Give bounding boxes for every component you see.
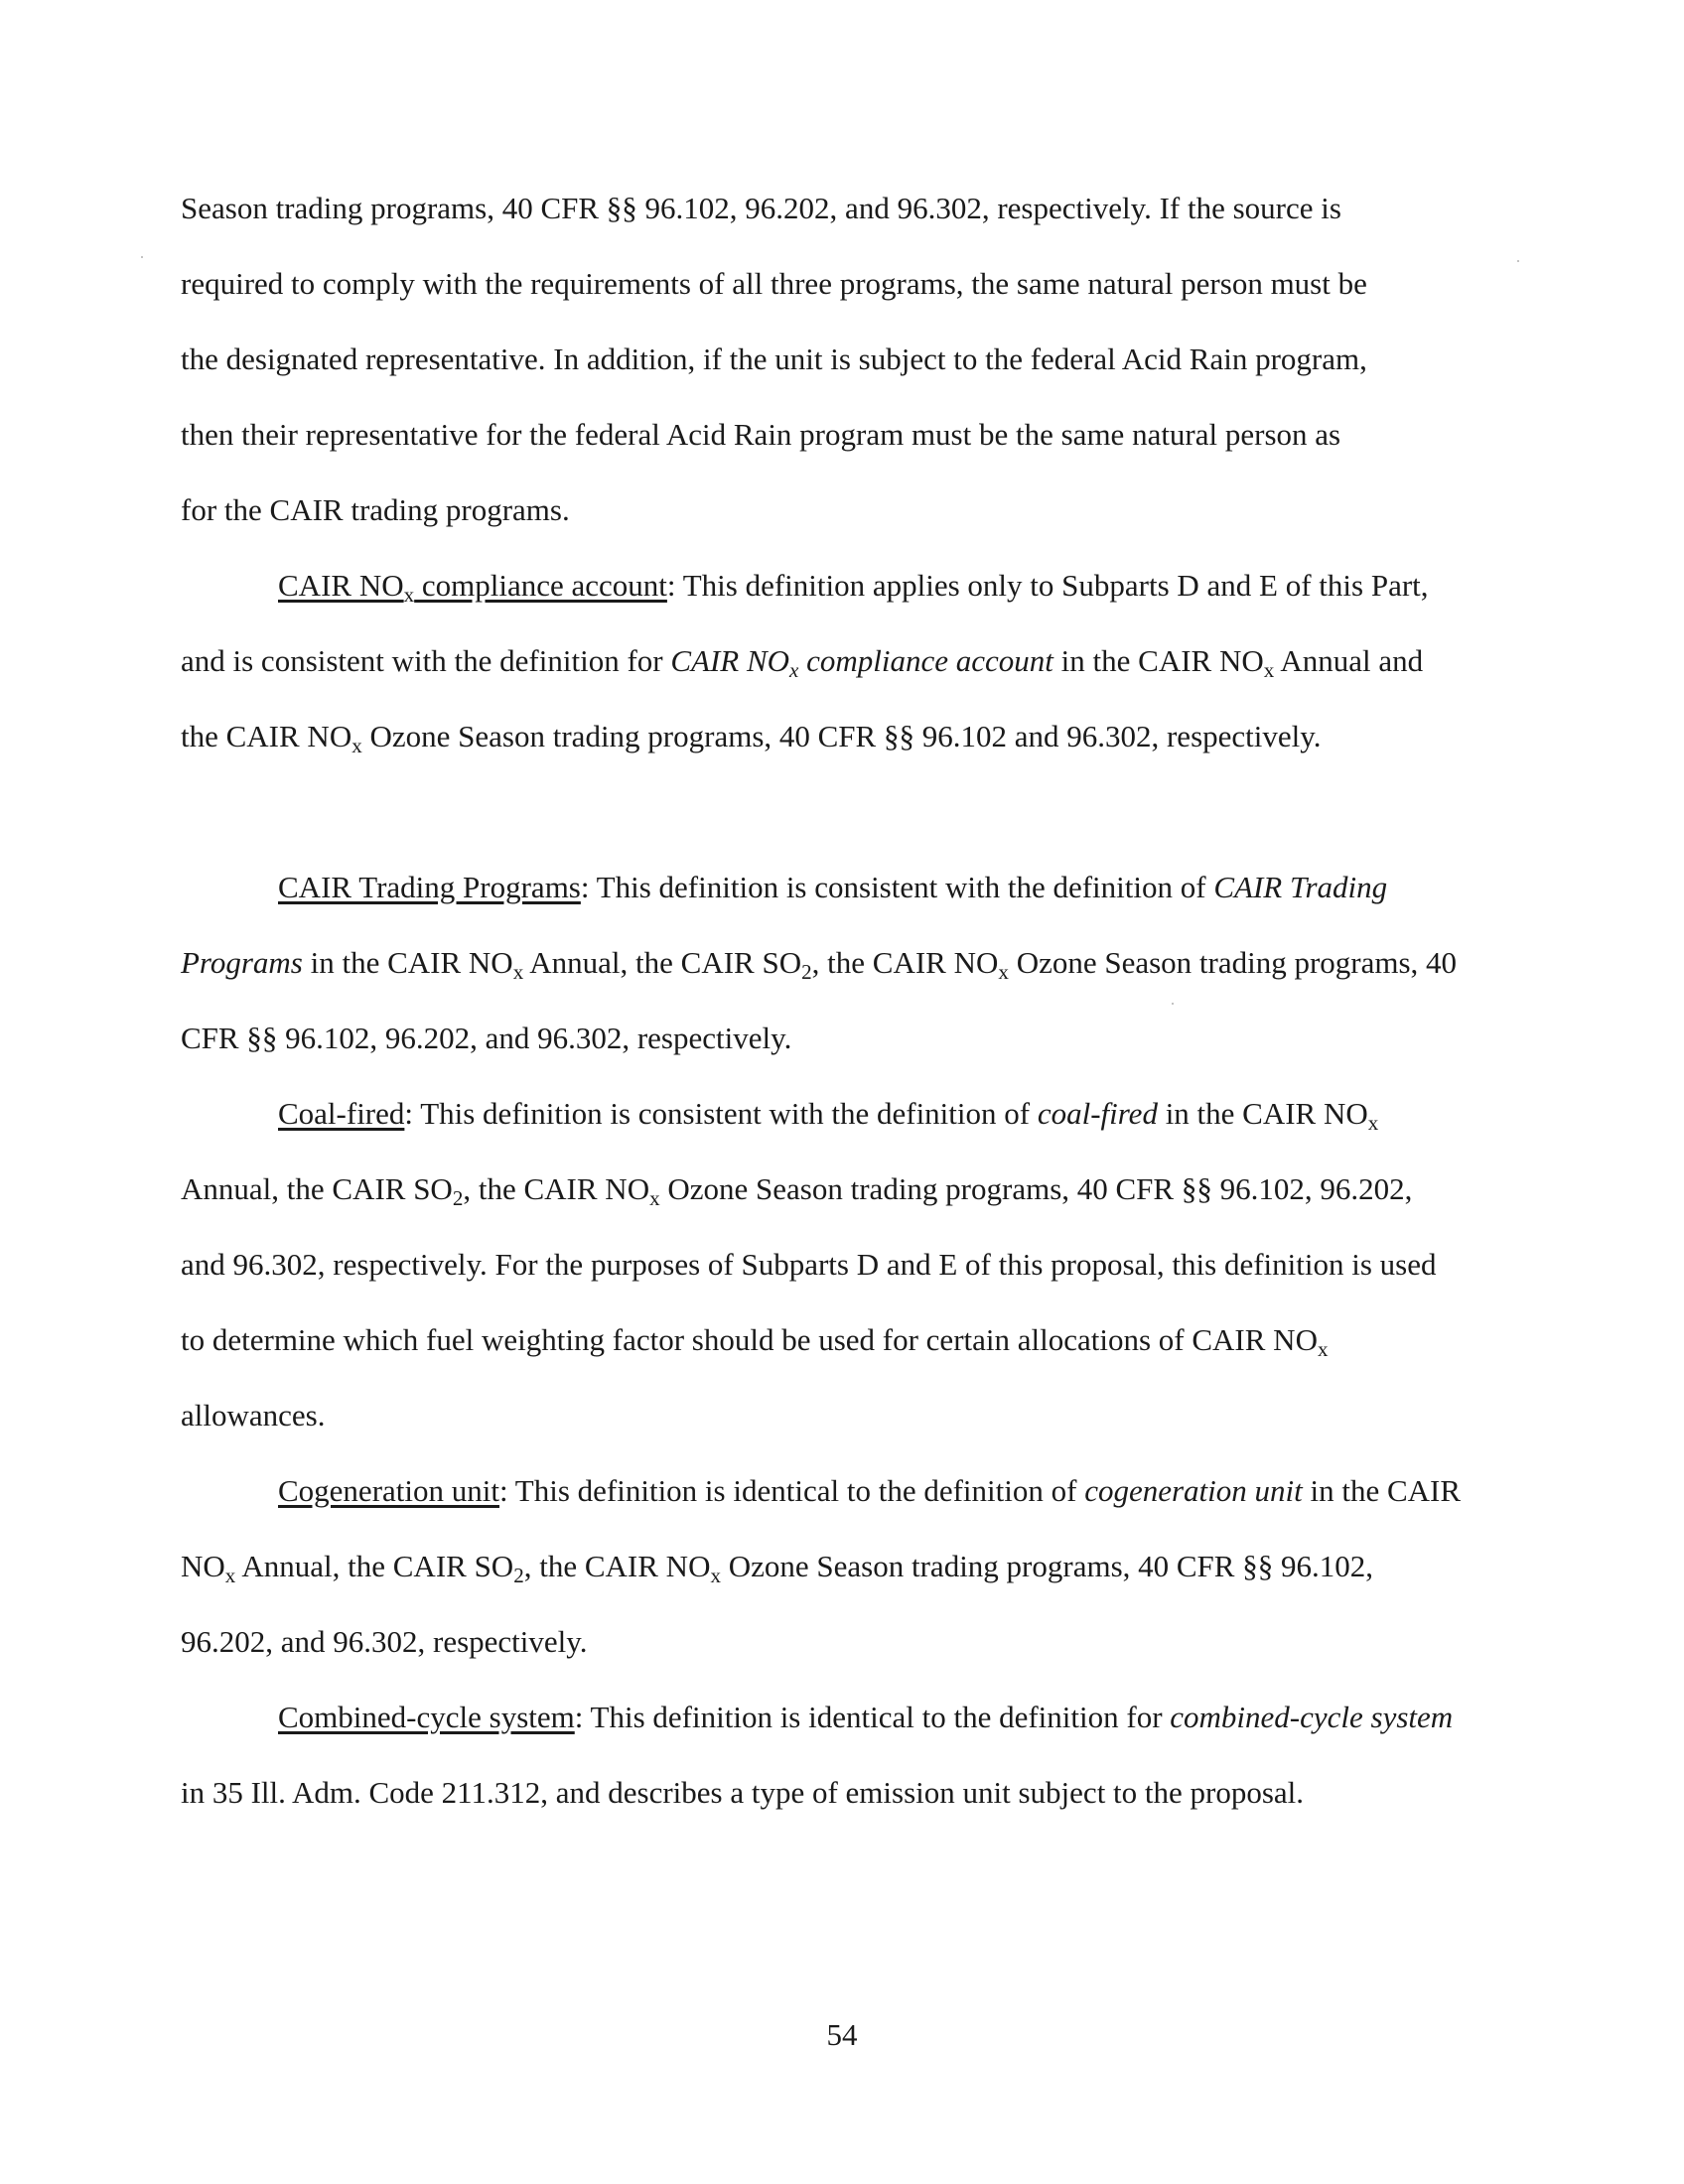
definition-cair-trading-programs: CAIR Trading Programs: This definition is consistent with the definition of CAIR Trading Programs in the CAIR $NO_x$ Annual, the CAIR $SO_2$, the CAIR $NO_x$ Ozone Season trading programs, 40 CFR §§ 96.102, 96.202, and 96.302, respectively.: [181, 870, 1458, 1055]
text-line: required to comply with the requirements of all three programs, the same natural person must be: [181, 266, 1367, 301]
page-number: 54: [826, 2017, 858, 2052]
definition-cogeneration-unit: Cogeneration unit: This definition is identical to the definition of cogeneration unit in the CAIR $NO_x$ Annual, the CAIR $SO_2$, the CAIR $NO_x$ Ozone Season trading programs, 40 CFR §§ 96.102, 96.202, and 96.302, respectively.: [181, 1473, 1462, 1659]
definition-combined-cycle-system: Combined-cycle system: This definition is identical to the definition for combined-cycle system in 35 Ill. Adm. Code 211.312, and describes a type of emission unit subject to the proposal.: [181, 1700, 1454, 1810]
defined-term: Combined-cycle system: [278, 1700, 575, 1734]
defined-term: CAIR Trading Programs: [278, 870, 581, 904]
italic-term: coal-fired: [1037, 1096, 1158, 1131]
defined-term: CAIR $NO_x$ compliance account: [278, 568, 667, 607]
scan-speck: [1172, 1003, 1174, 1005]
defined-term: Cogeneration unit: [278, 1473, 499, 1508]
scan-speck: [141, 256, 143, 258]
paragraph-continuation: [181, 171, 1462, 548]
italic-term: CAIR Trading Programs: [181, 870, 1388, 980]
text-line: the designated representative. In addition, if the unit is subject to the federal Acid Rain program,: [181, 341, 1367, 376]
text-line: then their representative for the federal Acid Rain program must be the same natural person as: [181, 417, 1341, 452]
text-line: for the CAIR trading programs.: [181, 492, 570, 527]
defined-term: Coal-fired: [278, 1096, 405, 1131]
italic-term: combined-cycle system: [1170, 1700, 1454, 1734]
text-line: Season trading programs, 40 CFR §§ 96.102, 96.202, and 96.302, respectively. If the source is: [181, 191, 1341, 225]
scan-speck: [1517, 260, 1519, 262]
italic-term: cogeneration unit: [1084, 1473, 1303, 1508]
definition-cair-nox-compliance-account: CAIR $NO_x$ compliance account: This definition applies only to Subparts D and E of this Part, and is consistent with the definition for CAIR $NO_x$ compliance account in the CAIR $NO_x$ Annual and the CAIR $NO_x$ Ozone Season trading programs, 40 CFR §§ 96.102 and 96.302, respectively.: [181, 568, 1429, 757]
definition-coal-fired: Coal-fired: This definition is consistent with the definition of coal-fired in the CAIR $NO_x$ Annual, the CAIR $SO_2$, the CAIR $NO_x$ Ozone Season trading programs, 40 CFR §§ 96.102, 96.202, and 96.302, respectively. For the purposes of Subparts D and E of this proposal, this definition is used to determine which fuel weighting factor should be used for certain allocations of CAIR $NO_x$ allowances.: [181, 1096, 1437, 1433]
italic-term: CAIR $NO_x$ compliance account: [670, 643, 1053, 682]
